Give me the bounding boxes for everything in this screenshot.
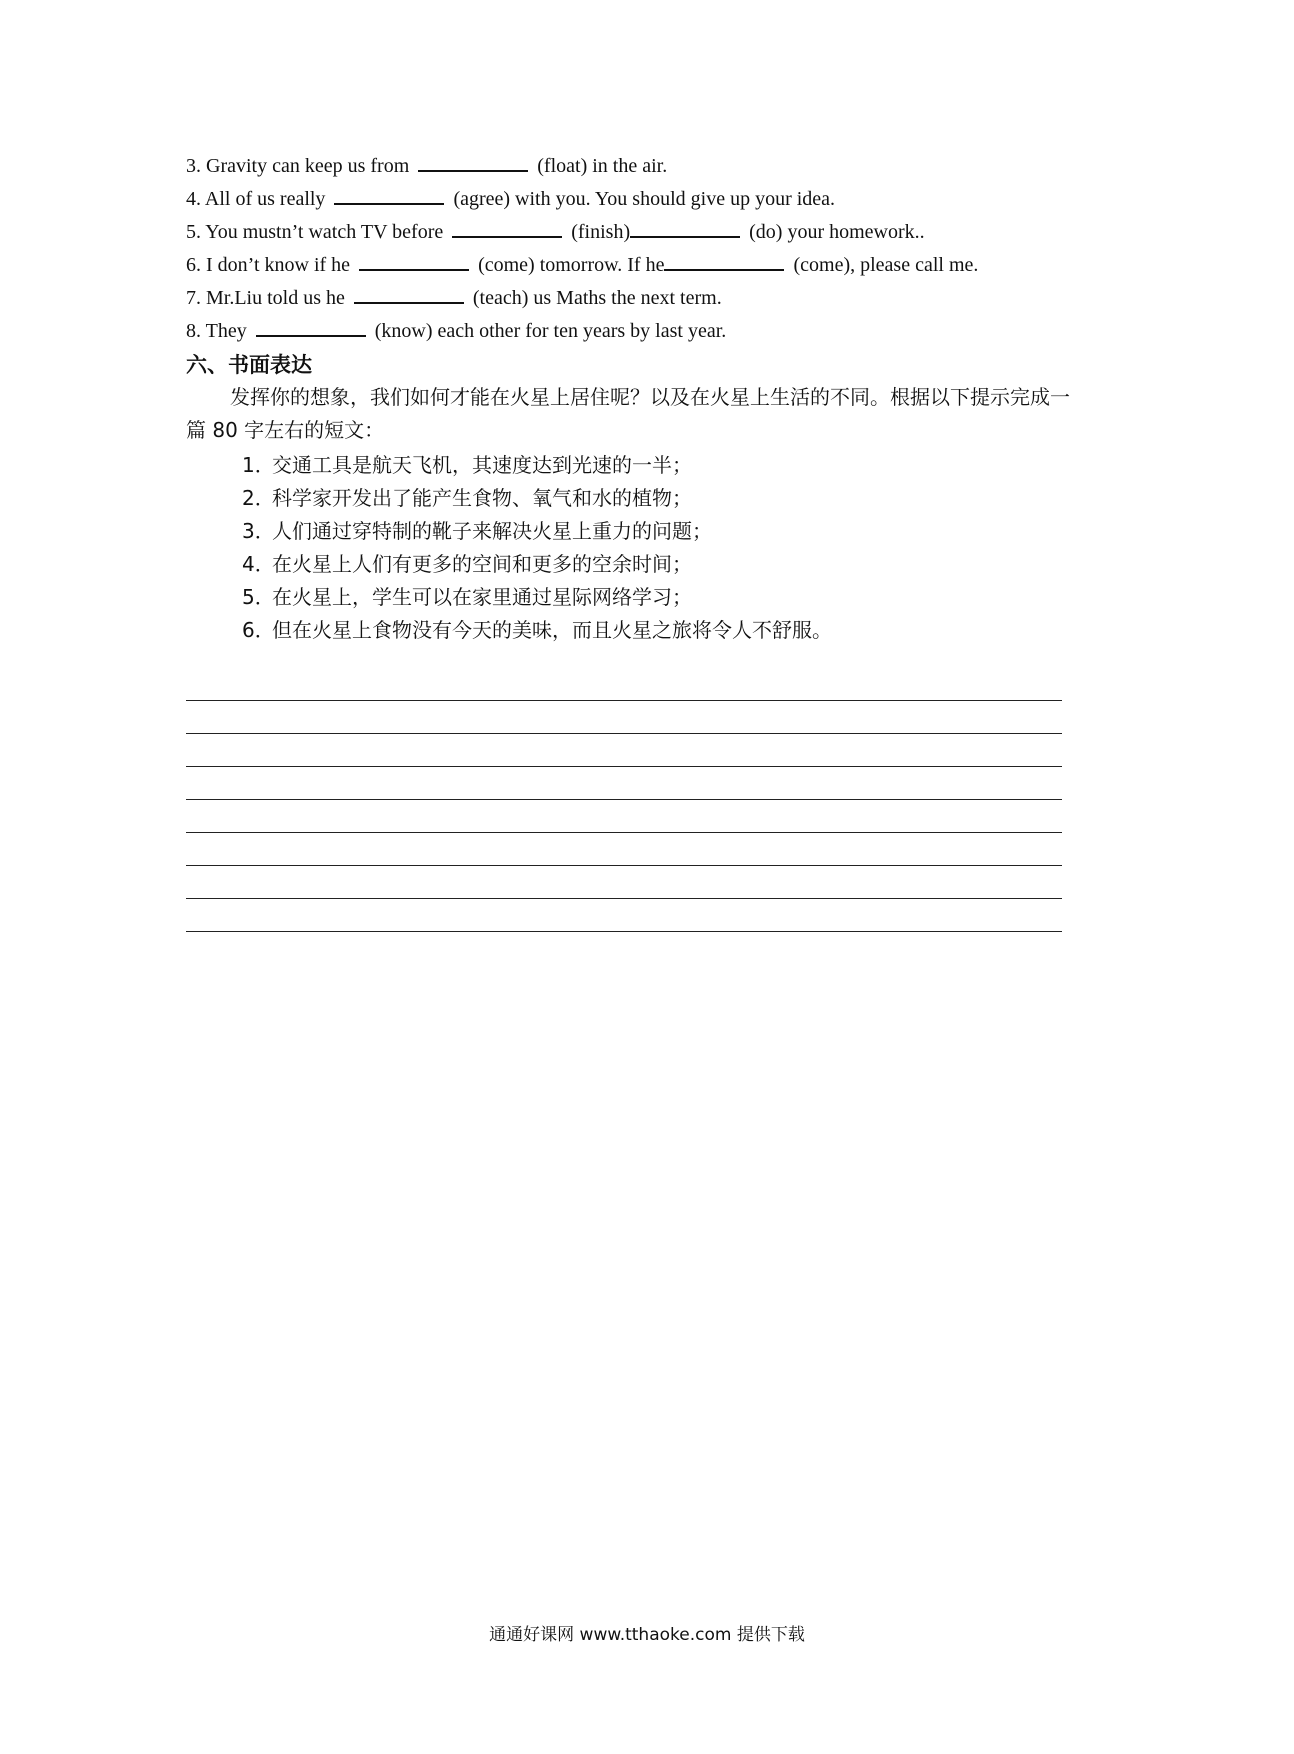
writing-line[interactable] [186, 832, 1062, 833]
question-text: They [205, 320, 247, 342]
tip-3 [242, 518, 712, 544]
tip-number: 5． [242, 585, 275, 609]
tip-2 [242, 485, 692, 511]
tip-text: 在火星上，学生可以在家里通过星际网络学习； [272, 585, 692, 609]
answer-blank[interactable] [664, 251, 784, 271]
question-4 [186, 185, 835, 212]
writing-line[interactable] [186, 799, 1062, 800]
question-number: 7. [186, 287, 201, 309]
question-text: Gravity can keep us from [206, 155, 410, 177]
answer-blank[interactable] [452, 218, 562, 238]
tip-1 [242, 452, 692, 478]
question-text: You mustn’t watch TV before [205, 221, 444, 243]
writing-line[interactable] [186, 700, 1062, 701]
question-text: I don’t know if he [206, 254, 351, 276]
tip-number: 1． [242, 453, 275, 477]
answer-blank[interactable] [256, 317, 366, 337]
writing-line[interactable] [186, 865, 1062, 866]
question-text: (know) each other for ten years by last year. [374, 320, 727, 342]
question-number: 8. [186, 320, 201, 342]
section-title: 六、书面表达 [186, 353, 312, 377]
tip-4 [242, 551, 692, 577]
writing-line[interactable] [186, 931, 1062, 932]
tip-text: 但在火星上食物没有今天的美味，而且火星之旅将令人不舒服。 [272, 618, 832, 642]
writing-line[interactable] [186, 898, 1062, 899]
tip-text: 交通工具是航天飞机，其速度达到光速的一半； [272, 453, 692, 477]
question-number: 6. [186, 254, 201, 276]
question-5 [186, 218, 925, 245]
question-7 [186, 284, 722, 311]
question-3 [186, 152, 667, 179]
writing-line[interactable] [186, 766, 1062, 767]
question-text: (come) tomorrow. If he [478, 254, 665, 276]
answer-blank[interactable] [359, 251, 469, 271]
tip-number: 6． [242, 618, 275, 642]
tip-number: 2． [242, 486, 275, 510]
tip-number: 3． [242, 519, 275, 543]
answer-blank[interactable] [418, 152, 528, 172]
question-text: (agree) with you. You should give up your idea. [453, 188, 836, 210]
answer-blank[interactable] [334, 185, 444, 205]
writing-prompt: 发挥你的想象，我们如何才能在火星上居住呢？以及在火星上生活的不同。根据以下提示完成一篇 80 字左右的短文： [186, 385, 1070, 442]
tip-number: 4． [242, 552, 275, 576]
writing-line[interactable] [186, 733, 1062, 734]
answer-blank[interactable] [630, 218, 740, 238]
question-text: Mr.Liu told us he [206, 287, 345, 309]
question-number: 3. [186, 155, 201, 177]
question-text: (do) your homework.. [749, 221, 925, 243]
question-text: (come), please call me. [793, 254, 979, 276]
question-6 [186, 251, 978, 278]
question-text: (float) in the air. [537, 155, 668, 177]
question-text: All of us really [204, 188, 326, 210]
tip-text: 人们通过穿特制的靴子来解决火星上重力的问题； [272, 519, 712, 543]
question-number: 5. [186, 221, 201, 243]
tip-5 [242, 584, 692, 610]
tip-text: 科学家开发出了能产生食物、氧气和水的植物； [272, 486, 692, 510]
answer-blank[interactable] [354, 284, 464, 304]
question-8 [186, 317, 726, 344]
question-text: (finish) [571, 221, 631, 243]
tip-text: 在火星上人们有更多的空间和更多的空余时间； [272, 552, 692, 576]
question-number: 4. [186, 188, 201, 210]
question-text: (teach) us Maths the next term. [472, 287, 722, 309]
page-footer: 通通好课网 www.tthaoke.com 提供下载 [489, 1625, 805, 1645]
tip-6 [242, 617, 832, 643]
